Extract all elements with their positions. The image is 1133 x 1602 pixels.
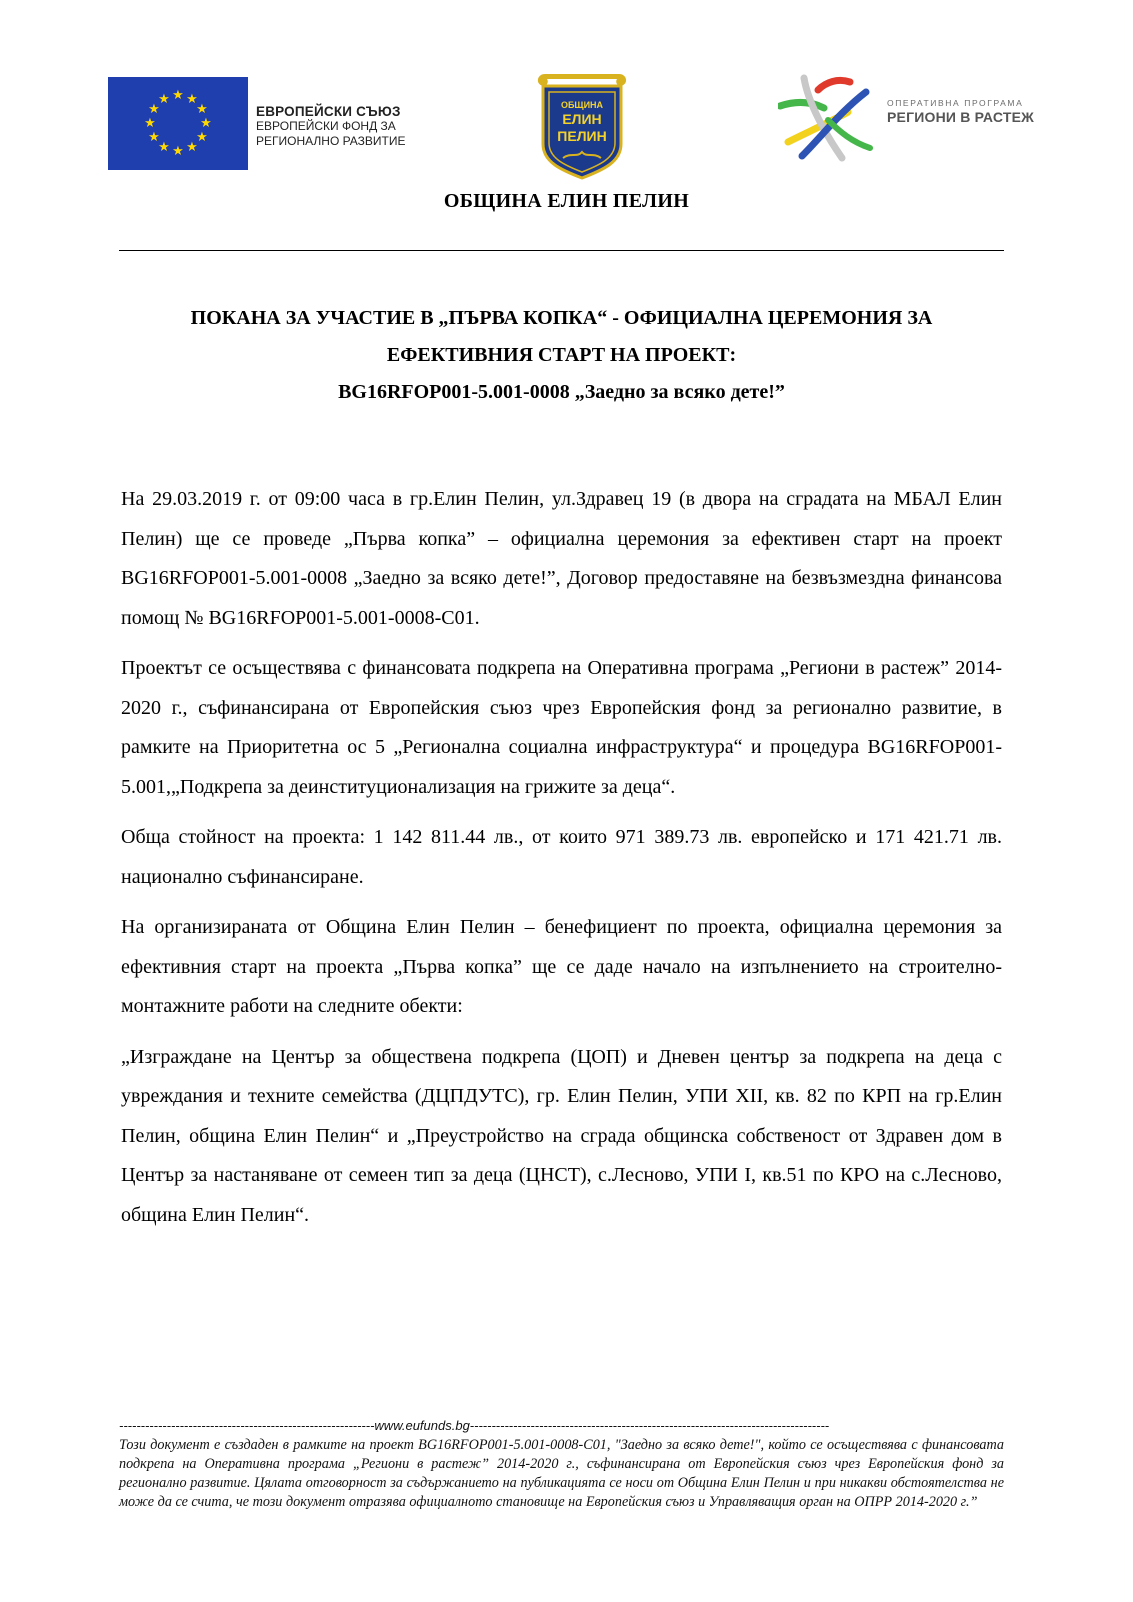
svg-text:★: ★ [144,116,156,131]
header-divider [119,250,1004,251]
svg-text:★: ★ [196,130,208,145]
op-caption-line: РЕГИОНИ В РАСТЕЖ [887,109,1035,125]
title-line: ЕФЕКТИВНИЯ СТАРТ НА ПРОЕКТ: [386,344,737,366]
footer-separator: -----------------------------------------------------------www.eufunds.bg----------------------------------------------------------------------------------- [119,1418,830,1433]
svg-text:★: ★ [148,102,160,117]
document-body [121,480,1002,1246]
footer-disclaimer: Този документ е създаден в рамките на проект BG16RFOP001-5.001-0008-C01, "Заедно за всяко дете!", който се осъществява с финансовата подкрепа на Оперативна програма „Региони в растеж” 2014-2020 г., съфинансирана от Европейския съюз чрез Европейския фонд за регионално развитие. Цялата отговорност за съдържанието на публикацията се носи от Община Елин Пелин и при никакви обстоятелства не може да се счита, че този документ отразява официалното становище на Европейския съюз и Управляващия орган на ОПРР 2014-2020 г.” [119,1437,1004,1510]
municipality-title: ОБЩИНА ЕЛИН ПЕЛИН [443,190,690,212]
eu-flag-logo [108,77,248,170]
eu-stars-icon [108,77,248,170]
svg-text:★: ★ [200,116,212,131]
crest-caption-line: ОБЩИНА [560,100,604,110]
document-title [119,300,1004,411]
op-caption-line: ОПЕРАТИВНА ПРОГРАМА [887,98,1024,108]
eu-fund-caption [256,104,406,149]
eu-caption-line: ЕВРОПЕЙСКИ ФОНД ЗА [256,119,396,133]
crest-caption [545,100,619,145]
svg-text:★: ★ [186,140,198,155]
op-caption [887,98,1034,126]
svg-text:★: ★ [172,144,184,159]
title-line: ПОКАНА ЗА УЧАСТИЕ В „ПЪРВА КОПКА“ - ОФИЦИАЛНА ЦЕРЕМОНИЯ ЗА [190,307,933,329]
eu-caption-line: РЕГИОНАЛНО РАЗВИТИЕ [256,134,406,148]
svg-text:★: ★ [158,140,170,155]
op-regions-logo [778,72,874,164]
eu-caption-line: ЕВРОПЕЙСКИ СЪЮЗ [256,104,401,119]
svg-text:★: ★ [172,88,184,103]
svg-text:★: ★ [158,92,170,107]
svg-text:★: ★ [148,130,160,145]
body-paragraph: „Изграждане на Център за обществена подкрепа (ЦОП) и Дневен център за подкрепа на деца с увреждания и техните семейства (ДЦПДУТС), гр. Елин Пелин, УПИ XII, кв. 82 по КРП на гр.Елин Пелин, община Елин Пелин“ и „Преустройство на сграда общинска собственост от Здравен дом в Център за настаняване от семеен тип за деца (ЦНСТ), с.Лесново, УПИ I, кв.51 по КРО на с.Лесново, община Елин Пелин“. [121,1045,1002,1226]
body-paragraph: Обща стойност на проекта: 1 142 811.44 лв., от които 971 389.73 лв. европейско и 171 421.71 лв. национално съфинансиране. [121,826,1002,888]
body-paragraph: На 29.03.2019 г. от 09:00 часа в гр.Елин Пелин, ул.Здравец 19 (в двора на сградата на МБАЛ Елин Пелин) ще се проведе „Първа копка” – официална церемония за ефективен старт на проект BG16RFOP001-5.001-0008 „Заедно за всяко дете!”, Договор предоставяне на безвъзмездна финансова помощ № BG16RFOP001-5.001-0008-C01. [121,488,1002,629]
op-ribbons-icon [778,72,874,164]
crest-caption-line: ПЕЛИН [557,128,607,144]
title-line: BG16RFOP001-5.001-0008 „Заедно за всяко дете!” [338,381,785,403]
crest-caption-line: ЕЛИН [562,111,602,127]
svg-text:★: ★ [186,92,198,107]
svg-text:★: ★ [196,102,208,117]
body-paragraph: На организираната от Община Елин Пелин – бенефициент по проекта, официална церемония за ефективния старт на проекта „Първа копка” ще се даде начало на изпълнението на строително-монтажните работи на следните обекти: [121,916,1002,1017]
body-paragraph: Проектът се осъществява с финансовата подкрепа на Оперативна програма „Региони в растеж” 2014-2020 г., съфинансирана от Европейския съюз чрез Европейския фонд за регионално развитие, в рамките на Приоритетна ос 5 „Регионална социална инфраструктура“ и процедура BG16RFOP001-5.001,„Подкрепа за деинституционализация на грижите за деца“. [121,657,1002,798]
